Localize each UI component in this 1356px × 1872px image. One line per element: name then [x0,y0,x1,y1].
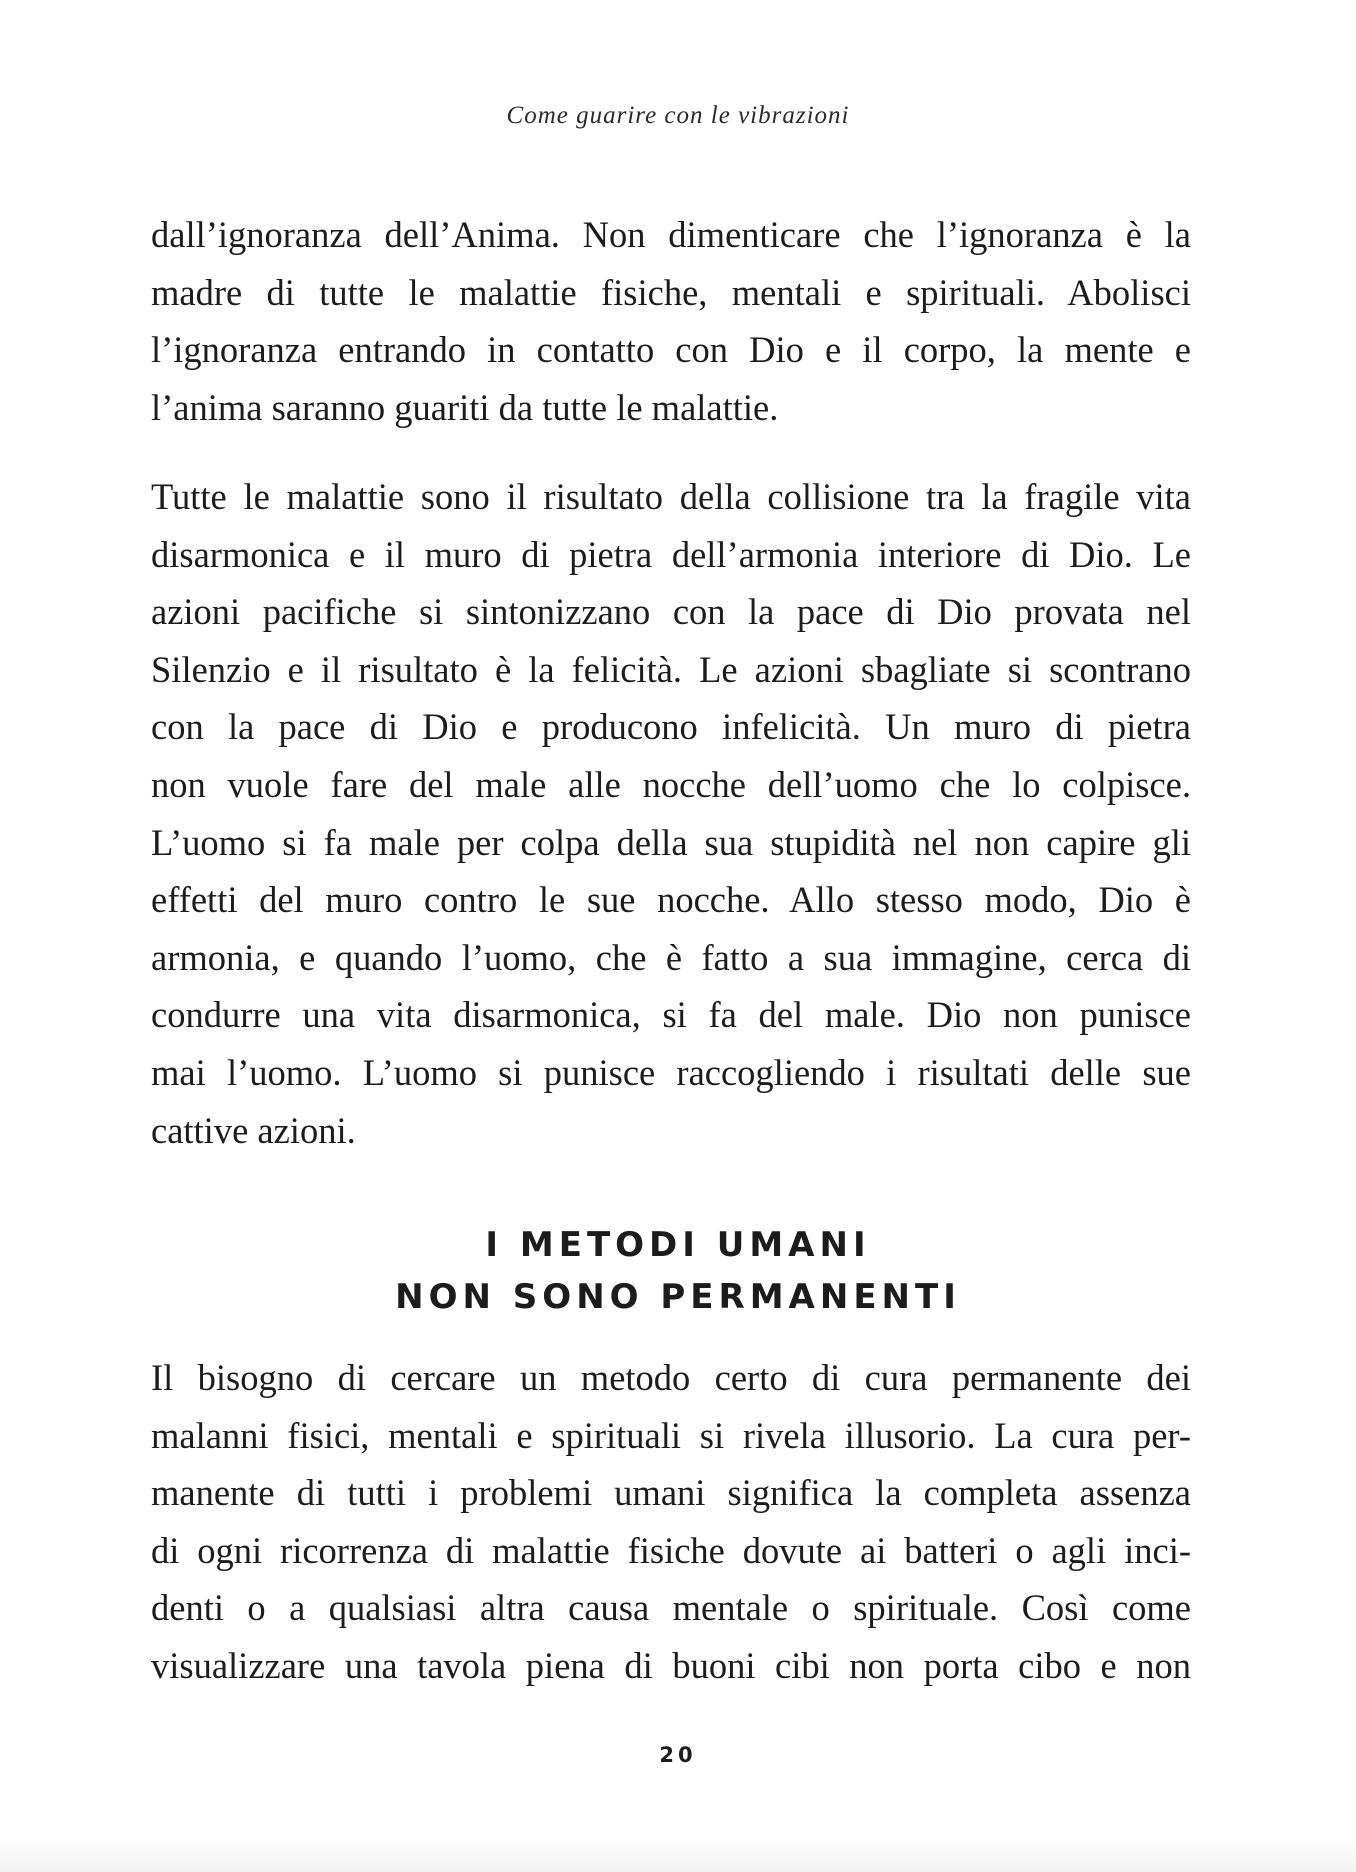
text-line: visualizzare una tavola piena di buoni cibi non porta cibo e non [151,1644,1191,1686]
text-line: mai l’uomo. L’uomo si punisce raccogliendo i risultati delle sue [151,1051,1191,1093]
text-line: Tutte le malattie sono il risultato della collisione tra la fragile vita [151,476,1191,517]
paragraph-2 [151,468,1191,1159]
text-line: cattive azioni. [151,1109,356,1151]
page-bottom-edge [0,1838,1356,1872]
text-line: con la pace di Dio e producono infelicità. Un muro di pietra [151,706,1191,748]
text-line: l’ignoranza entrando in contatto con Dio e il corpo, la mente e [151,329,1191,371]
text-line: effetti del muro contro le sue nocche. Allo stesso modo, Dio è [151,879,1191,921]
text-line: manente di tutti i problemi umani significa la completa assenza [151,1472,1191,1514]
text-line: disarmonica e il muro di pietra dell’armonia interiore di Dio. Le [151,533,1191,575]
text-line: denti o a qualsiasi altra causa mentale o spirituale. Così come [151,1587,1191,1629]
text-line: L’uomo si fa male per colpa della sua stupidità nel non capire gli [151,821,1191,863]
section-heading-line-1: I METODI UMANI [485,1225,871,1265]
text-line: azioni pacifiche si sintonizzano con la pace di Dio provata nel [151,591,1191,633]
paragraph-3 [151,1349,1191,1695]
text-line: dall’ignoranza dell’Anima. Non dimenticare che l’ignoranza è la [151,214,1191,255]
text-line: l’anima saranno guariti da tutte le malattie. [151,386,779,428]
paragraph-1 [151,206,1191,436]
text-line: armonia, e quando l’uomo, che è fatto a sua immagine, cerca di [151,936,1191,978]
text-line: di ogni ricorrenza di malattie fisiche dovute ai batteri o agli inci- [151,1529,1191,1571]
text-line: condurre una vita disarmonica, si fa del male. Dio non punisce [151,994,1191,1036]
page-number: 20 [659,1743,697,1767]
text-line: Il bisogno di cercare un metodo certo di cura permanente dei [151,1357,1191,1398]
text-line: madre di tutte le malattie fisiche, mentali e spirituali. Abolisci [151,271,1191,313]
running-header: Come guarire con le vibrazioni [506,102,850,129]
section-heading-line-2: NON SONO PERMANENTI [395,1277,961,1317]
text-line: Silenzio e il risultato è la felicità. Le azioni sbagliate si scontrano [151,648,1191,690]
text-line: non vuole fare del male alle nocche dell’uomo che lo colpisce. [151,763,1191,805]
text-line: malanni fisici, mentali e spirituali si rivela illusorio. La cura per- [151,1414,1191,1456]
